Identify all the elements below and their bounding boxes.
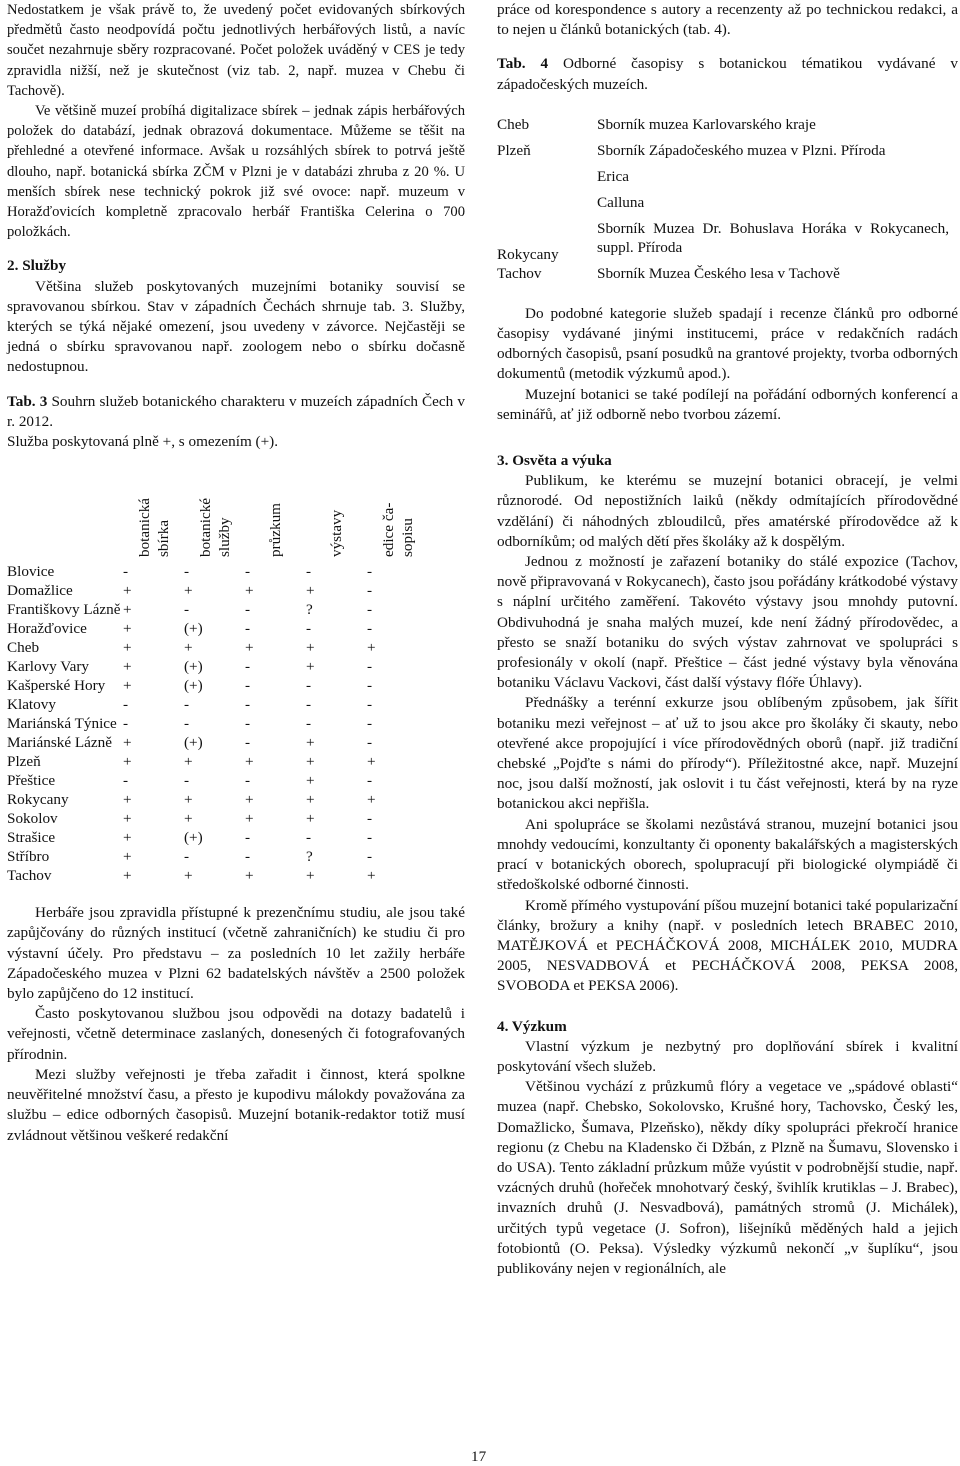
service-value: + (306, 753, 315, 771)
region-name (497, 167, 597, 193)
column-header-label: edice ča- sopisu (379, 502, 416, 558)
table3-label: Tab. 3 (7, 392, 48, 410)
service-value: + (184, 639, 193, 657)
journal-name: Erica (597, 167, 630, 185)
journal-name: Sborník Muzea Českého lesa v Tachově (597, 264, 840, 282)
journal-name: Calluna (597, 193, 645, 211)
table-row (7, 847, 428, 866)
service-value: - (123, 696, 129, 714)
service-value: + (306, 772, 315, 790)
museum-name: Mariánské Lázně (7, 734, 112, 752)
service-value: - (245, 563, 251, 581)
table3-caption (7, 392, 465, 432)
service-value: - (306, 715, 312, 733)
service-value: - (245, 715, 251, 733)
table-row (7, 600, 428, 619)
service-value: - (123, 563, 129, 581)
table-row (497, 115, 949, 141)
museum-name: Tachov (7, 867, 52, 885)
region-name: Tachov (497, 264, 542, 282)
journal-name: Sborník Západočeského muzea v Plzni. Příroda (597, 141, 886, 159)
service-value: + (245, 791, 254, 809)
service-value: + (245, 639, 254, 657)
region-name (497, 193, 597, 219)
table-row (497, 167, 949, 193)
service-value: + (123, 734, 132, 752)
table-header-row (7, 466, 428, 562)
service-value: - (184, 848, 190, 866)
service-value: + (123, 867, 132, 885)
service-value: - (245, 829, 251, 847)
service-value: - (245, 772, 251, 790)
museum-name: Plzeň (7, 753, 41, 771)
column-header (306, 466, 367, 562)
service-value: - (367, 563, 373, 581)
service-value: - (367, 582, 373, 600)
service-value: - (367, 658, 373, 676)
table-row (7, 866, 428, 885)
museum-name: Františkovy Lázně (7, 601, 121, 619)
museum-name: Mariánská Týnice (7, 715, 117, 733)
service-value: - (367, 848, 373, 866)
service-value: + (367, 753, 376, 771)
museum-name: Sokolov (7, 810, 58, 828)
paragraph: Herbáře jsou zpravidla přístupné k prezenčnímu studiu, ale jsou také zapůjčovány do různých institucí (včetně zahraničních) ke studiu či pro výstavní účely. Pro představu – za posledních 10 let zažily herbáře Západočeského muzea v Plzni 62 badatelských návštěv a 2500 položek bylo zapůjčeno do 12 institucí. (7, 904, 465, 1003)
paragraph: Nedostatkem je však právě to, že uvedený počet evidovaných sbírkových předmětů často neodpovídá počtu jednotlivých herbářových listů, a navíc součet nezahrnuje sběry rozpracované. Počet položek uváděný v CES je tedy zpravidla nižší, než je skutečnost (viz tab. 2, např. muzea v Chebu či Tachově). (7, 2, 465, 99)
table4-caption (497, 54, 958, 94)
paragraph: Jednou z možností je zařazení botaniky do stálé expozice (Tachov, nově připravovaná v Rokycanech), často jsou pořádány krátkodobé výstavy s náplní určitého zaměření. Takovéto výstavy jsou mnohdy putovní. Obdivuhodná je snaha malých muzeí, kde není žádný přírodovědec, a přesto se snaží botaniku do svých výstav zahrnovat ve spolupráci s profesionály v okolí (např. Přeštice – část jedné výstavy byla věnována botaniku Václavu Vackovi, část další výstavy flóře Úhlavy). (497, 553, 958, 692)
service-value: + (306, 658, 315, 676)
table4-caption-text: Odborné časopisy s botanickou tématikou vydávané v západočeských muzeích. (497, 55, 959, 93)
museum-name: Strašice (7, 829, 56, 847)
service-value: - (184, 601, 190, 619)
column-header-label: botanická sbírka (135, 498, 172, 558)
paragraph: Většinou vychází z průzkumů flóry a vegetace ve „spádové oblasti“ muzea (např. Chebsko, Sokolovsko, Krušné hory, Tachovsko, Český les, Domažlicko, Šumava, Plzeňsko), někdy díky spolupráci překročí hranice regionu (z Chebu na Kladensko či Džbán, z Plzně na Šumavu, Slovensko i do USA). Tento základní průzkum může vyústit v podrobnější studie, např. vzácných druhů (hořeček mnohotvarý český, švihlík krutiklas – J. Brabec), invazních druhů (J. Nesvadbová), památných stromů (J. Michálek), určitých typů vegetace (J. Sofron), lišejníků měděných hald a jejich fotobiontů (O. Peksa). Výsledky výzkumů nekončí „v šuplíku“, jsou publikovány nejen v regionálních, ale (497, 1078, 958, 1277)
service-value: - (245, 734, 251, 752)
service-value: (+) (184, 677, 203, 695)
service-value: - (123, 772, 129, 790)
service-value: + (123, 601, 132, 619)
museum-name: Klatovy (7, 696, 56, 714)
service-value: + (306, 582, 315, 600)
table-row (497, 141, 949, 167)
column-header-label: průzkum (267, 503, 284, 558)
service-value: ? (306, 601, 313, 619)
service-value: + (123, 620, 132, 638)
region-name: Rokycany (497, 245, 559, 263)
service-value: - (306, 677, 312, 695)
museum-name: Blovice (7, 563, 55, 581)
service-value: + (184, 810, 193, 828)
service-value: - (245, 848, 251, 866)
table3-caption-text: Souhrn služeb botanického charakteru v muzeích západních Čech v r. 2012. (7, 392, 465, 430)
service-value: - (306, 696, 312, 714)
paragraph: Mezi služby veřejnosti je třeba zařadit i činnost, která spolkne neuvěřitelné množství času, a přesto je kupodivu málokdy považována za službu – edice odborných časopisů. Muzejní botanik-redaktor totiž musí zvládnout většinou veškeré redakční (7, 1065, 465, 1144)
column-header (184, 466, 245, 562)
service-value: + (123, 829, 132, 847)
paragraph: Vlastní výzkum je nezbytný pro doplňování sbírek i kvalitní poskytování všech služeb. (497, 1037, 958, 1075)
service-value: - (184, 715, 190, 733)
paragraph: Ani spolupráce se školami nezůstává stranou, muzejní botanici jsou mnohdy vedoucími, konzultanty či oponenty bakalářských a magisterských prací v botanických oborech, spolupracují při biologické olympiádě či středoškolské odborné činnosti. (497, 815, 958, 894)
table-row (7, 581, 428, 600)
column-header (367, 466, 428, 562)
service-value: + (123, 658, 132, 676)
region-name: Cheb (497, 115, 530, 133)
paragraph: Často poskytovanou službou jsou odpovědi na dotazy badatelů i veřejnosti, včetně determinace zaslaných, donesených či fotografovaných přírodnin. (7, 1005, 465, 1063)
service-value: - (306, 620, 312, 638)
service-value: + (306, 791, 315, 809)
service-value: - (245, 658, 251, 676)
service-value: + (123, 639, 132, 657)
service-value: - (245, 620, 251, 638)
table-row (497, 193, 949, 219)
journal-name: Sborník muzea Karlovarského kraje (597, 115, 816, 133)
service-value: - (367, 715, 373, 733)
service-value: + (367, 639, 376, 657)
table-row (7, 638, 428, 657)
service-value: - (123, 715, 129, 733)
service-value: - (306, 829, 312, 847)
museum-name: Domažlice (7, 582, 73, 600)
paragraph: Kromě přímého vystupování píšou muzejní botanici také popularizační články, brožury a knihy (např. v posledních letech BRABEC 2010, MATĚJKOVÁ et PECHÁČKOVÁ 2008, MICHÁLEK 2010, MUDRA 2005, NESVADBOVÁ et PECHÁČKOVÁ 2008, PEKSA 2008, SVOBODA et PEKSA 2006). (497, 896, 958, 995)
table-row (7, 733, 428, 752)
table3-note: Služba poskytovaná plně +, s omezením (+). (7, 433, 279, 451)
service-value: - (367, 734, 373, 752)
table-row (497, 264, 949, 290)
museum-name: Rokycany (7, 791, 69, 809)
service-value: + (123, 848, 132, 866)
region-name: Plzeň (497, 141, 531, 159)
corner-cell (7, 466, 123, 562)
service-value: - (184, 772, 190, 790)
table-row (7, 676, 428, 695)
paragraph: Muzejní botanici se také podílejí na pořádání odborných konferencí a seminářů, ať již odborně nebo tvorbou zázemí. (497, 385, 958, 423)
section-heading-research: 4. Výzkum (497, 1017, 567, 1035)
service-value: - (245, 696, 251, 714)
column-header (123, 466, 184, 562)
page-number: 17 (471, 1448, 487, 1465)
service-value: + (184, 753, 193, 771)
service-value: + (306, 734, 315, 752)
service-value: - (367, 696, 373, 714)
service-value: - (367, 810, 373, 828)
column-header (245, 466, 306, 562)
table-row (7, 828, 428, 847)
museum-name: Cheb (7, 639, 40, 657)
column-header-label: výstavy (328, 510, 345, 558)
service-value: + (367, 791, 376, 809)
paragraph: Přednášky a terénní exkurze jsou oblíbeným způsobem, jak šířit botaniku mezi veřejnost – ať už to jsou akce pro školáky či skauty, nebo otevřené akce propojující i více přírodovědných oborů (např. již tradiční chebské „Pojďte s námi do přírody“). Příležitostné akce, např. Muzejní noc, jsou další možností, jak oslovit i tu část veřejnosti, která by na ryze botanickou akci nepřišla. (497, 694, 958, 813)
service-value: (+) (184, 620, 203, 638)
service-value: + (123, 810, 132, 828)
table-row (497, 219, 949, 264)
service-value: + (367, 867, 376, 885)
service-value: + (184, 867, 193, 885)
paragraph: Do podobné kategorie služeb spadají i recenze článků pro odborné časopisy vydávané jinými institucemi, práce v redakčních radách odborných časopisů, psaní posudků na grantové projekty, tvorba odborných dokumentů (metodik výzkumů apod.). (497, 304, 958, 383)
service-value: - (367, 677, 373, 695)
service-value: + (245, 867, 254, 885)
column-header-label: botanické služby (196, 498, 233, 558)
service-value: + (245, 810, 254, 828)
service-value: - (184, 563, 190, 581)
service-value: - (367, 829, 373, 847)
section-heading-outreach: 3. Osvěta a výuka (497, 452, 612, 470)
paragraph: Ve většině muzeí probíhá digitalizace sbírek – jednak zápis herbářových položek do databází, jednak obrazová dokumentace. Můžeme se těšit na přehledné a otevřené informace. Avšak u rozsáhlých sbírek to potrvá ještě dlouho, např. botanická sbírka ZČM v Plzni je v databázi zhruba z 20 %. U menších sbírek nese technický pokrok již své ovoce: např. muzeum v Horažďovicích kompletně zpracovalo herbář Františka Celerina o 700 položkách. (7, 103, 465, 241)
service-value: ? (306, 848, 313, 866)
table-row (7, 562, 428, 581)
journal-name: Sborník Muzea Dr. Bohuslava Horáka v Rokycanech, suppl. Příroda (597, 219, 949, 256)
service-value: + (123, 753, 132, 771)
service-value: - (245, 677, 251, 695)
museum-name: Přeštice (7, 772, 56, 790)
service-value: + (123, 791, 132, 809)
right-column (497, 0, 958, 1279)
service-value: + (123, 677, 132, 695)
service-value: - (184, 696, 190, 714)
table-row (7, 771, 428, 790)
service-value: - (245, 601, 251, 619)
service-value: + (123, 582, 132, 600)
table-row (7, 657, 428, 676)
service-value: + (306, 639, 315, 657)
section-heading-services: 2. Služby (7, 257, 67, 275)
service-value: + (184, 791, 193, 809)
service-value: + (245, 582, 254, 600)
museum-name: Kašperské Hory (7, 677, 106, 695)
paragraph: Publikum, ke kterému se muzejní botanici obracejí, je velmi různorodé. Od nepostižních laiků (někdy odmítajících přírodovědné vzdělání) či náhodných zbloudilců, přes amatérské přírodovědce až k odborníkům; od malých dětí přes školáky až k dospělým. (497, 472, 958, 550)
service-value: - (367, 772, 373, 790)
service-value: (+) (184, 829, 203, 847)
paragraph: Většina služeb poskytovaných muzejními botaniky souvisí se spravovanou sbírkou. Stav v západních Čechách shrnuje tab. 3. Služby, kterých se týká nějaké omezení, jsou uvedeny v závorce. Nejčastěji se jedná o sbírku spravovanou např. zoologem nebo o sbírku dočasně nedostupnou. (7, 277, 465, 376)
table4-label: Tab. 4 (497, 55, 549, 73)
paragraph: práce od korespondence s autory a recenzenty až po technickou redakci, a to nejen u článků botanických (tab. 4). (497, 1, 958, 39)
museum-name: Stříbro (7, 848, 50, 866)
service-value: - (367, 601, 373, 619)
service-value: (+) (184, 658, 203, 676)
museum-name: Karlovy Vary (7, 658, 89, 676)
left-column (7, 0, 465, 1146)
service-value: - (306, 563, 312, 581)
table-row (7, 790, 428, 809)
table-row (7, 619, 428, 638)
museum-name: Horažďovice (7, 620, 87, 638)
table-row (7, 752, 428, 771)
service-value: + (245, 753, 254, 771)
services-table (7, 466, 428, 885)
table-row (7, 714, 428, 733)
service-value: + (306, 867, 315, 885)
table-row (7, 695, 428, 714)
table-row (7, 809, 428, 828)
service-value: + (184, 582, 193, 600)
service-value: (+) (184, 734, 203, 752)
journals-table (497, 115, 949, 290)
service-value: - (367, 620, 373, 638)
service-value: + (306, 810, 315, 828)
